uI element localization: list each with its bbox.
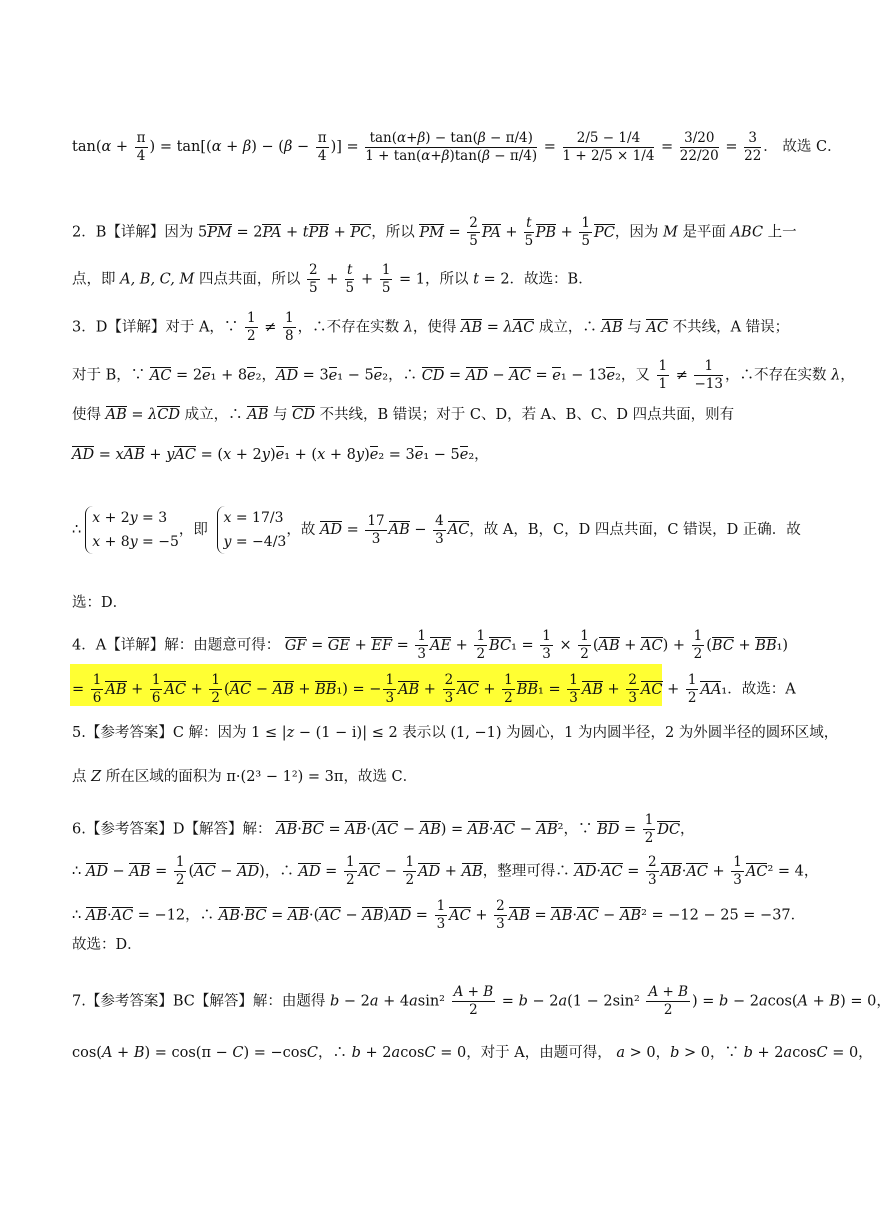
conclusion-text: ． 故选 C． — [763, 139, 842, 155]
problem-3-line-4: AD = xAB + yAC = (x + 2y)e₁ + (x + 8y)e₂ = 3e₁ − 5e₂， — [72, 447, 489, 463]
big-fraction: $\frac{\tan(\alpha+\beta) - \tan(\beta - \pi/4)}{1 + \tan(\alpha+\beta)\tan(\beta - \pi/4)}$ — [365, 129, 538, 164]
problem-6-line-3: ∴ AB·AC = −12，∴ AB·BC = AB·(AC − AB)AD = $\frac{1}{3}$ AC + $\frac{2}{3}$ AB = AB·AC − AB² = −12 − 25 = −37． — [72, 898, 806, 932]
line-tan-formula: tan(α + $\frac{\pi}{4}$ ) = tan[(α + β) − (β − $\frac{\pi}{4}$ )] = $\frac{\tan(\alpha+\beta) - \tan(\beta - \pi/4)}{1 + \tan(\alpha+\beta)\tan(\beta - \pi/4)}$ = $\frac{2/5 - 1/4}{1 + 2/5 \times 1/4}$ = $\frac{3/20}{22/20}$ = $\frac{3}{22}$ ． 故选 C． — [72, 129, 842, 164]
problem-3-line-6: 选：D． — [72, 595, 128, 611]
solution-system: x = 17/3 y = −4/3 — [217, 506, 287, 554]
fraction: $\frac{\pi}{4}$ — [136, 129, 146, 164]
fraction: $\frac{\pi}{4}$ — [317, 129, 327, 164]
problem-2-line-1: 2．B【详解】因为 5PM = 2PA + tPB + PC，所以 PM = $\frac{2}{5}$ PA + $\frac{t}{5}$ PB + $\frac{1}{5}$ PC，因为 M 是平面 ABC 上一 — [72, 215, 797, 249]
problem-3-line-1: 3．D【详解】对于 A，∵ $\frac{1}{2}$ ≠ $\frac{1}{8}$ ，∴不存在实数 λ，使得 AB = λAC 成立，∴ AB 与 AC 不共线，A 错误； — [72, 310, 790, 344]
fraction-compound: $\frac{2/5 - 1/4}{1 + 2/5 \times 1/4}$ — [562, 129, 655, 164]
problem-7-line-1: 7.【参考答案】BC【解答】解：由题得 b − 2a + 4asin² $\frac{A + B}{2}$ = b − 2a(1 − 2sin² $\frac{A + B}{2}$ ) = b − 2acos(A + B) = 0， — [72, 984, 891, 1018]
problem-4-line-2: = $\frac{1}{6}$ AB + $\frac{1}{6}$ AC + $\frac{1}{2}$ (AC − AB + BB₁) = − $\frac{1}{3}$ AB + $\frac{2}{3}$ AC + $\frac{1}{2}$ BB₁ = $\frac{1}{3}$ AB + $\frac{2}{3}$ AC + $\frac{1}{2}$ AA₁．故选：A — [72, 672, 796, 706]
problem-3-line-3: 使得 AB = λCD 成立，∴ AB 与 CD 不共线，B 错误；对于 C、D，若 A、B、C、D 四点共面，则有 — [72, 407, 735, 423]
problem-6-line-2: ∴ AD − AB = $\frac{1}{2}$ (AC − AD)，∴ AD = $\frac{1}{2}$ AC − $\frac{1}{2}$ AD + AB，整理可得∴ AD·AC = $\frac{2}{3}$ AB·AC + $\frac{1}{3}$ AC² = 4， — [72, 854, 819, 888]
tan-text-2: = tan — [159, 139, 201, 155]
problem-2-line-2: 点，即 A, B, C, M 四点共面，所以 $\frac{2}{5}$ + $\frac{t}{5}$ + $\frac{1}{5}$ = 1，所以 t = 2．故选：B． — [72, 262, 593, 296]
problem-3-line-5: ∴ x + 2y = 3 x + 8y = −5 ，即 x = 17/3 y = −4/3 ，故 AD = $\frac{17}{3}$ AB − $\frac{4}{3}$ AC，故 A，B，C，D 四点共面，C 错误，D 正确．故 — [72, 490, 792, 570]
problem-5-line-1: 5.【参考答案】C 解：因为 1 ≤ |z − (1 − i)| ≤ 2 表示以 (1, −1) 为圆心，1 为内圆半径，2 为外圆半径的圆环区域， — [72, 725, 839, 741]
problem-3-line-2: 对于 B，∵ AC = 2e₁ + 8e₂，AD = 3e₁ − 5e₂，∴ CD = AD − AC = e₁ − 13e₂，又 $\frac{1}{1}$ ≠ $\frac{1}{-13}$ ，∴不存在实数 λ， — [72, 358, 855, 392]
fraction-compound-2: $\frac{3/20}{22/20}$ — [679, 129, 719, 164]
equation-system: x + 2y = 3 x + 8y = −5 — [85, 506, 179, 554]
problem-4-line-1: 4．A【详解】解：由题意可得： GF = GE + EF = $\frac{1}{3}$ AE + $\frac{1}{2}$ BC₁ = $\frac{1}{3}$ × $\frac{1}{2}$ (AB + AC) + $\frac{1}{2}$ (BC + BB₁) — [72, 628, 789, 662]
problem-5-line-2: 点 Z 所在区域的面积为 π·(2³ − 1²) = 3π，故选 C． — [72, 769, 418, 785]
tan-text: tan — [72, 139, 96, 155]
problem-6-line-1: 6.【参考答案】D【解答】解： AB·BC = AB·(AC − AB) = AB·AC − AB²，∵ BD = $\frac{1}{2}$ DC， — [72, 812, 695, 846]
problem-7-line-2: cos(A + B) = cos(π − C) = −cosC，∴ b + 2acosC = 0，对于 A，由题可得， a > 0，b > 0，∵ b + 2acosC = 0， — [72, 1045, 873, 1061]
problem-6-line-4: 故选：D． — [72, 937, 142, 953]
fraction-result: $\frac{3}{22}$ — [744, 129, 762, 164]
